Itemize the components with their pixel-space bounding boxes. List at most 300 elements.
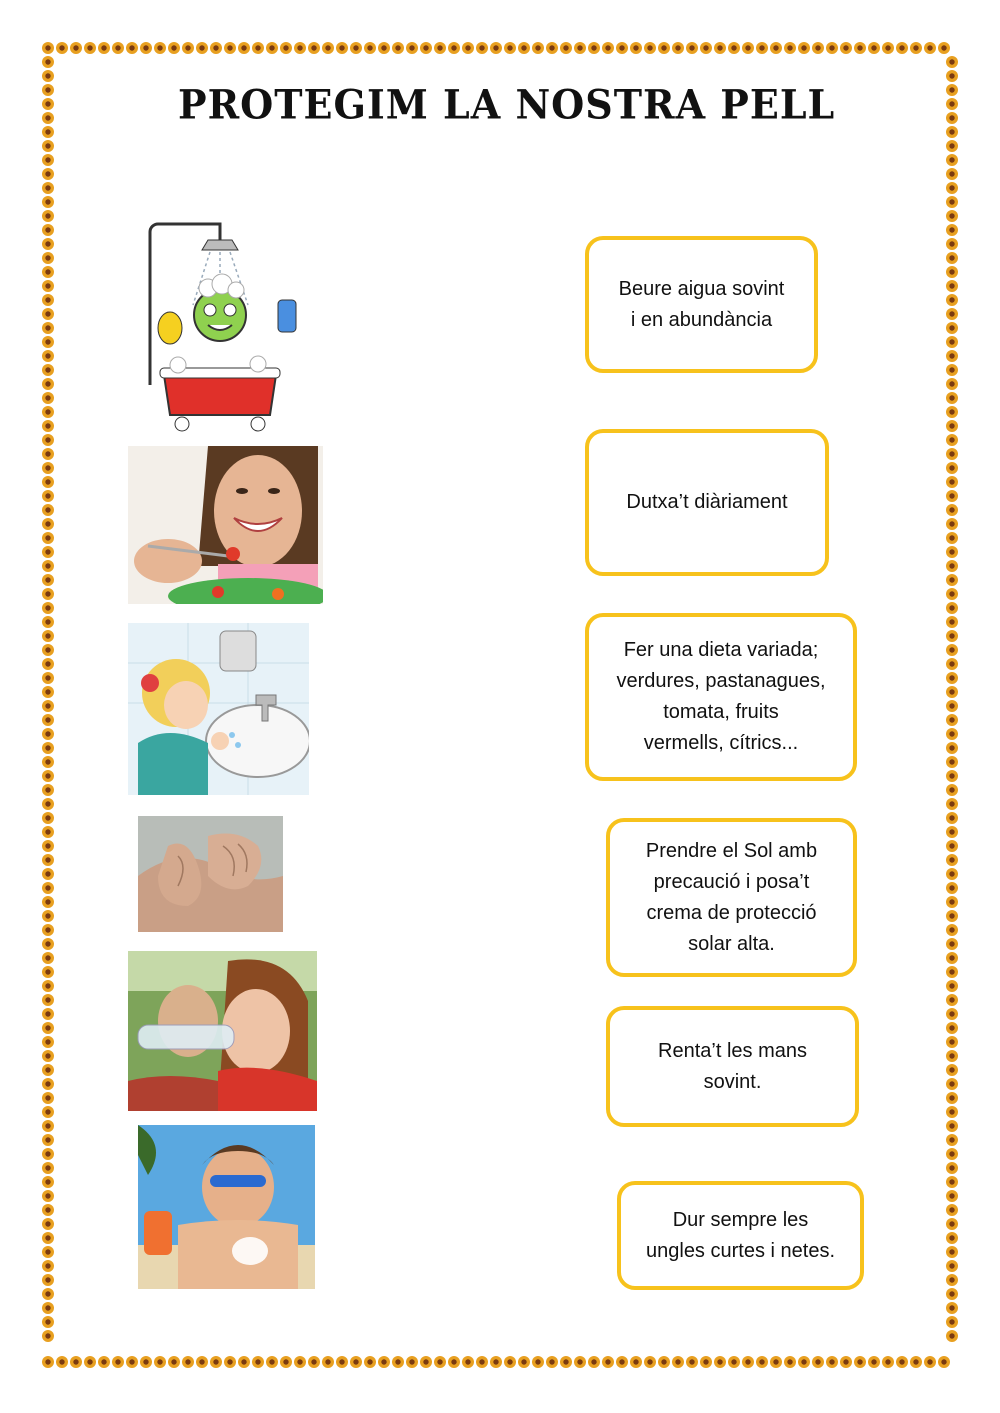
frame-flower: [946, 1330, 958, 1342]
frame-flower: [476, 42, 488, 54]
frame-flower: [56, 1356, 68, 1368]
frame-flower: [946, 966, 958, 978]
frame-flower: [56, 42, 68, 54]
frame-flower: [42, 56, 54, 68]
frame-flower: [42, 938, 54, 950]
frame-flower: [658, 42, 670, 54]
frame-flower: [946, 1078, 958, 1090]
frame-flower: [532, 1356, 544, 1368]
picture-boy-applying-sunscreen[interactable]: [138, 1125, 315, 1289]
frame-flower: [42, 1134, 54, 1146]
frame-flower: [476, 1356, 488, 1368]
frame-flower: [266, 1356, 278, 1368]
frame-flower: [946, 294, 958, 306]
frame-flower: [588, 1356, 600, 1368]
frame-flower: [574, 1356, 586, 1368]
frame-flower: [42, 756, 54, 768]
frame-flower: [42, 1246, 54, 1258]
frame-flower: [42, 1162, 54, 1174]
frame-flower: [42, 546, 54, 558]
frame-flower: [602, 1356, 614, 1368]
frame-flower: [946, 1316, 958, 1328]
frame-flower: [42, 1120, 54, 1132]
frame-flower: [742, 1356, 754, 1368]
frame-flower: [42, 1356, 54, 1368]
frame-flower: [946, 1106, 958, 1118]
frame-flower: [946, 672, 958, 684]
frame-flower: [946, 1064, 958, 1076]
frame-flower: [322, 42, 334, 54]
frame-flower: [798, 42, 810, 54]
frame-flower: [42, 1204, 54, 1216]
frame-flower: [946, 1176, 958, 1188]
frame-flower: [812, 42, 824, 54]
card-text: Fer una dieta variada; verdures, pastanagues, tomata, fruits vermells, cítrics...: [616, 639, 826, 754]
frame-flower: [946, 784, 958, 796]
card-varied-diet[interactable]: [585, 613, 857, 781]
frame-flower: [140, 42, 152, 54]
frame-flower: [602, 42, 614, 54]
frame-flower: [196, 1356, 208, 1368]
frame-flower: [546, 1356, 558, 1368]
frame-flower: [42, 728, 54, 740]
frame-flower: [672, 42, 684, 54]
frame-flower: [42, 1092, 54, 1104]
frame-flower: [406, 42, 418, 54]
frame-flower: [700, 1356, 712, 1368]
frame-flower: [448, 1356, 460, 1368]
frame-flower: [728, 42, 740, 54]
frame-flower: [946, 1008, 958, 1020]
frame-flower: [946, 56, 958, 68]
frame-flower: [946, 644, 958, 656]
frame-flower: [42, 742, 54, 754]
frame-flower: [946, 560, 958, 572]
frame-flower: [42, 336, 54, 348]
frame-flower: [946, 798, 958, 810]
frame-flower: [420, 42, 432, 54]
frame-flower: [946, 546, 958, 558]
frame-flower: [42, 840, 54, 852]
frame-flower: [946, 406, 958, 418]
frame-flower: [946, 392, 958, 404]
frame-flower: [946, 938, 958, 950]
frame-flower: [42, 224, 54, 236]
frame-flower: [630, 42, 642, 54]
frame-flower: [672, 1356, 684, 1368]
frame-flower: [42, 406, 54, 418]
frame-flower: [946, 826, 958, 838]
frame-flower: [946, 630, 958, 642]
frame-flower: [42, 378, 54, 390]
frame-flower: [946, 238, 958, 250]
frame-flower: [826, 42, 838, 54]
frame-flower: [686, 1356, 698, 1368]
picture-woman-eating-salad[interactable]: [128, 446, 323, 604]
frame-flower: [364, 1356, 376, 1368]
frame-flower: [42, 714, 54, 726]
frame-flower: [946, 756, 958, 768]
frame-flower: [946, 868, 958, 880]
frame-flower: [336, 42, 348, 54]
frame-flower: [946, 1260, 958, 1272]
frame-flower: [588, 42, 600, 54]
frame-flower: [392, 1356, 404, 1368]
frame-flower: [42, 1078, 54, 1090]
frame-flower: [42, 1050, 54, 1062]
frame-flower: [42, 504, 54, 516]
frame-flower: [784, 42, 796, 54]
frame-flower: [770, 1356, 782, 1368]
frame-flower: [42, 420, 54, 432]
picture-girl-drinking-water[interactable]: [128, 951, 317, 1111]
frame-flower: [42, 280, 54, 292]
frame-flower: [70, 1356, 82, 1368]
frame-flower: [42, 616, 54, 628]
frame-flower: [224, 1356, 236, 1368]
frame-flower: [42, 1302, 54, 1314]
frame-flower: [42, 574, 54, 586]
picture-hands-nails[interactable]: [138, 816, 283, 932]
frame-flower: [280, 1356, 292, 1368]
frame-flower: [868, 1356, 880, 1368]
frame-flower: [112, 42, 124, 54]
frame-flower: [770, 42, 782, 54]
frame-flower: [42, 868, 54, 880]
frame-flower: [126, 42, 138, 54]
frame-flower: [434, 1356, 446, 1368]
frame-flower: [504, 42, 516, 54]
frame-flower: [42, 910, 54, 922]
frame-flower: [238, 1356, 250, 1368]
frame-flower: [42, 126, 54, 138]
frame-flower: [882, 42, 894, 54]
frame-flower: [946, 1232, 958, 1244]
frame-flower: [946, 210, 958, 222]
frame-flower: [946, 1246, 958, 1258]
frame-flower: [42, 812, 54, 824]
frame-flower: [42, 448, 54, 460]
frame-flower: [42, 518, 54, 530]
frame-flower: [322, 1356, 334, 1368]
frame-flower: [946, 434, 958, 446]
frame-flower: [946, 770, 958, 782]
frame-flower: [896, 42, 908, 54]
frame-flower: [42, 1190, 54, 1202]
frame-flower: [42, 644, 54, 656]
frame-flower: [42, 882, 54, 894]
frame-flower: [946, 1134, 958, 1146]
frame-flower: [946, 602, 958, 614]
frame-flower: [42, 532, 54, 544]
frame-flower: [70, 42, 82, 54]
frame-flower: [946, 1050, 958, 1062]
frame-flower: [42, 1036, 54, 1048]
card-drink-water[interactable]: [585, 236, 818, 373]
frame-flower: [196, 42, 208, 54]
frame-flower: [938, 1356, 950, 1368]
card-text: Prendre el Sol amb precaució i posa’t crema de protecció solar alta.: [645, 839, 818, 955]
frame-flower: [946, 252, 958, 264]
card-shower-daily[interactable]: [585, 429, 829, 576]
frame-flower: [42, 42, 54, 54]
frame-flower: [946, 1022, 958, 1034]
frame-flower: [42, 140, 54, 152]
frame-flower: [946, 616, 958, 628]
frame-flower: [42, 1316, 54, 1328]
frame-flower: [42, 1274, 54, 1286]
frame-flower: [42, 294, 54, 306]
frame-flower: [42, 1022, 54, 1034]
frame-flower: [946, 910, 958, 922]
frame-flower: [946, 658, 958, 670]
frame-flower: [946, 224, 958, 236]
frame-flower: [462, 42, 474, 54]
frame-flower: [42, 1288, 54, 1300]
frame-flower: [42, 658, 54, 670]
frame-flower: [946, 882, 958, 894]
frame-flower: [686, 42, 698, 54]
card-text: Renta’t les mans sovint.: [658, 1039, 807, 1093]
frame-flower: [252, 42, 264, 54]
frame-flower: [42, 1176, 54, 1188]
frame-flower: [42, 98, 54, 110]
frame-flower: [826, 1356, 838, 1368]
frame-flower: [946, 280, 958, 292]
frame-flower: [616, 42, 628, 54]
frame-flower: [42, 952, 54, 964]
frame-flower: [42, 434, 54, 446]
frame-flower: [946, 854, 958, 866]
frame-flower: [42, 770, 54, 782]
frame-flower: [252, 1356, 264, 1368]
frame-flower: [714, 1356, 726, 1368]
frame-flower: [728, 1356, 740, 1368]
frame-flower: [756, 1356, 768, 1368]
frame-flower: [280, 42, 292, 54]
frame-flower: [504, 1356, 516, 1368]
frame-flower: [946, 840, 958, 852]
frame-flower: [168, 42, 180, 54]
frame-flower: [518, 42, 530, 54]
frame-flower: [182, 1356, 194, 1368]
frame-flower: [490, 42, 502, 54]
frame-flower: [946, 686, 958, 698]
frame-flower: [42, 672, 54, 684]
frame-flower: [336, 1356, 348, 1368]
frame-flower: [924, 1356, 936, 1368]
frame-flower: [42, 686, 54, 698]
frame-flower: [946, 308, 958, 320]
frame-flower: [910, 42, 922, 54]
frame-flower: [840, 1356, 852, 1368]
frame-flower: [946, 1036, 958, 1048]
frame-flower: [42, 238, 54, 250]
frame-flower: [946, 448, 958, 460]
frame-flower: [224, 42, 236, 54]
frame-flower: [42, 896, 54, 908]
frame-flower: [946, 1204, 958, 1216]
frame-flower: [42, 700, 54, 712]
frame-flower: [266, 42, 278, 54]
frame-flower: [784, 1356, 796, 1368]
frame-flower: [946, 266, 958, 278]
frame-flower: [946, 490, 958, 502]
frame-flower: [84, 1356, 96, 1368]
frame-flower: [112, 1356, 124, 1368]
frame-flower: [294, 1356, 306, 1368]
frame-flower: [946, 336, 958, 348]
frame-flower: [946, 952, 958, 964]
frame-flower: [946, 70, 958, 82]
frame-flower: [42, 490, 54, 502]
frame-flower: [946, 140, 958, 152]
frame-flower: [168, 1356, 180, 1368]
frame-flower: [946, 1120, 958, 1132]
card-wash-hands[interactable]: [606, 1006, 859, 1127]
frame-flower: [42, 462, 54, 474]
frame-flower: [946, 378, 958, 390]
card-short-nails[interactable]: [617, 1181, 864, 1290]
frame-flower: [840, 42, 852, 54]
picture-girl-washing-hands[interactable]: [128, 623, 309, 795]
card-text: Dur sempre les ungles curtes i netes.: [646, 1208, 835, 1262]
frame-flower: [182, 42, 194, 54]
frame-flower: [946, 322, 958, 334]
frame-flower: [910, 1356, 922, 1368]
frame-flower: [946, 364, 958, 376]
card-sun-protection[interactable]: [606, 818, 857, 977]
frame-flower: [42, 252, 54, 264]
frame-flower: [946, 518, 958, 530]
frame-flower: [42, 1148, 54, 1160]
frame-flower: [364, 42, 376, 54]
frame-flower: [946, 574, 958, 586]
frame-flower: [462, 1356, 474, 1368]
frame-flower: [42, 826, 54, 838]
frame-flower: [490, 1356, 502, 1368]
frame-flower: [946, 1288, 958, 1300]
frame-flower: [406, 1356, 418, 1368]
frame-flower: [560, 1356, 572, 1368]
frame-flower: [868, 42, 880, 54]
frame-flower: [946, 980, 958, 992]
frame-flower: [42, 798, 54, 810]
frame-flower: [946, 154, 958, 166]
frame-flower: [42, 476, 54, 488]
frame-flower: [946, 1148, 958, 1160]
frame-flower: [42, 364, 54, 376]
frame-flower: [946, 896, 958, 908]
frame-flower: [854, 42, 866, 54]
frame-flower: [42, 392, 54, 404]
frame-flower: [350, 1356, 362, 1368]
frame-flower: [946, 504, 958, 516]
frame-flower: [946, 420, 958, 432]
frame-flower: [946, 742, 958, 754]
frame-flower: [392, 42, 404, 54]
frame-flower: [630, 1356, 642, 1368]
frame-flower: [42, 966, 54, 978]
frame-flower: [154, 42, 166, 54]
frame-flower: [560, 42, 572, 54]
frame-flower: [946, 700, 958, 712]
frame-flower: [946, 98, 958, 110]
picture-shower-bath[interactable]: [138, 210, 300, 442]
frame-flower: [42, 1260, 54, 1272]
frame-flower: [378, 1356, 390, 1368]
frame-flower: [946, 462, 958, 474]
frame-flower: [946, 588, 958, 600]
frame-flower: [946, 728, 958, 740]
frame-flower: [42, 1008, 54, 1020]
frame-flower: [42, 182, 54, 194]
frame-flower: [42, 1218, 54, 1230]
frame-flower: [42, 322, 54, 334]
frame-flower: [882, 1356, 894, 1368]
frame-flower: [518, 1356, 530, 1368]
frame-flower: [574, 42, 586, 54]
frame-flower: [946, 350, 958, 362]
frame-flower: [946, 924, 958, 936]
frame-flower: [84, 42, 96, 54]
frame-flower: [434, 42, 446, 54]
frame-flower: [42, 350, 54, 362]
frame-flower: [700, 42, 712, 54]
frame-flower: [946, 84, 958, 96]
frame-flower: [946, 112, 958, 124]
frame-flower: [42, 84, 54, 96]
frame-flower: [42, 994, 54, 1006]
frame-flower: [946, 812, 958, 824]
frame-flower: [616, 1356, 628, 1368]
frame-flower: [42, 924, 54, 936]
frame-flower: [420, 1356, 432, 1368]
frame-flower: [644, 1356, 656, 1368]
frame-flower: [896, 1356, 908, 1368]
frame-flower: [42, 1106, 54, 1118]
frame-flower: [946, 994, 958, 1006]
frame-flower: [946, 126, 958, 138]
frame-flower: [42, 210, 54, 222]
frame-flower: [938, 42, 950, 54]
frame-flower: [350, 42, 362, 54]
frame-flower: [946, 1218, 958, 1230]
frame-flower: [946, 1162, 958, 1174]
frame-flower: [42, 1232, 54, 1244]
card-text: Beure aigua sovint i en abundància: [618, 277, 785, 331]
frame-flower: [946, 182, 958, 194]
frame-flower: [42, 588, 54, 600]
frame-flower: [448, 42, 460, 54]
frame-flower: [98, 1356, 110, 1368]
frame-flower: [42, 854, 54, 866]
frame-flower: [798, 1356, 810, 1368]
frame-flower: [532, 42, 544, 54]
frame-flower: [308, 1356, 320, 1368]
frame-flower: [644, 42, 656, 54]
frame-flower: [210, 42, 222, 54]
frame-flower: [42, 196, 54, 208]
frame-flower: [42, 602, 54, 614]
frame-flower: [210, 1356, 222, 1368]
frame-flower: [42, 112, 54, 124]
frame-flower: [42, 168, 54, 180]
frame-flower: [946, 168, 958, 180]
page-title: PROTEGIM LA NOSTRA PELL: [178, 80, 836, 129]
frame-flower: [98, 42, 110, 54]
frame-flower: [42, 1064, 54, 1076]
